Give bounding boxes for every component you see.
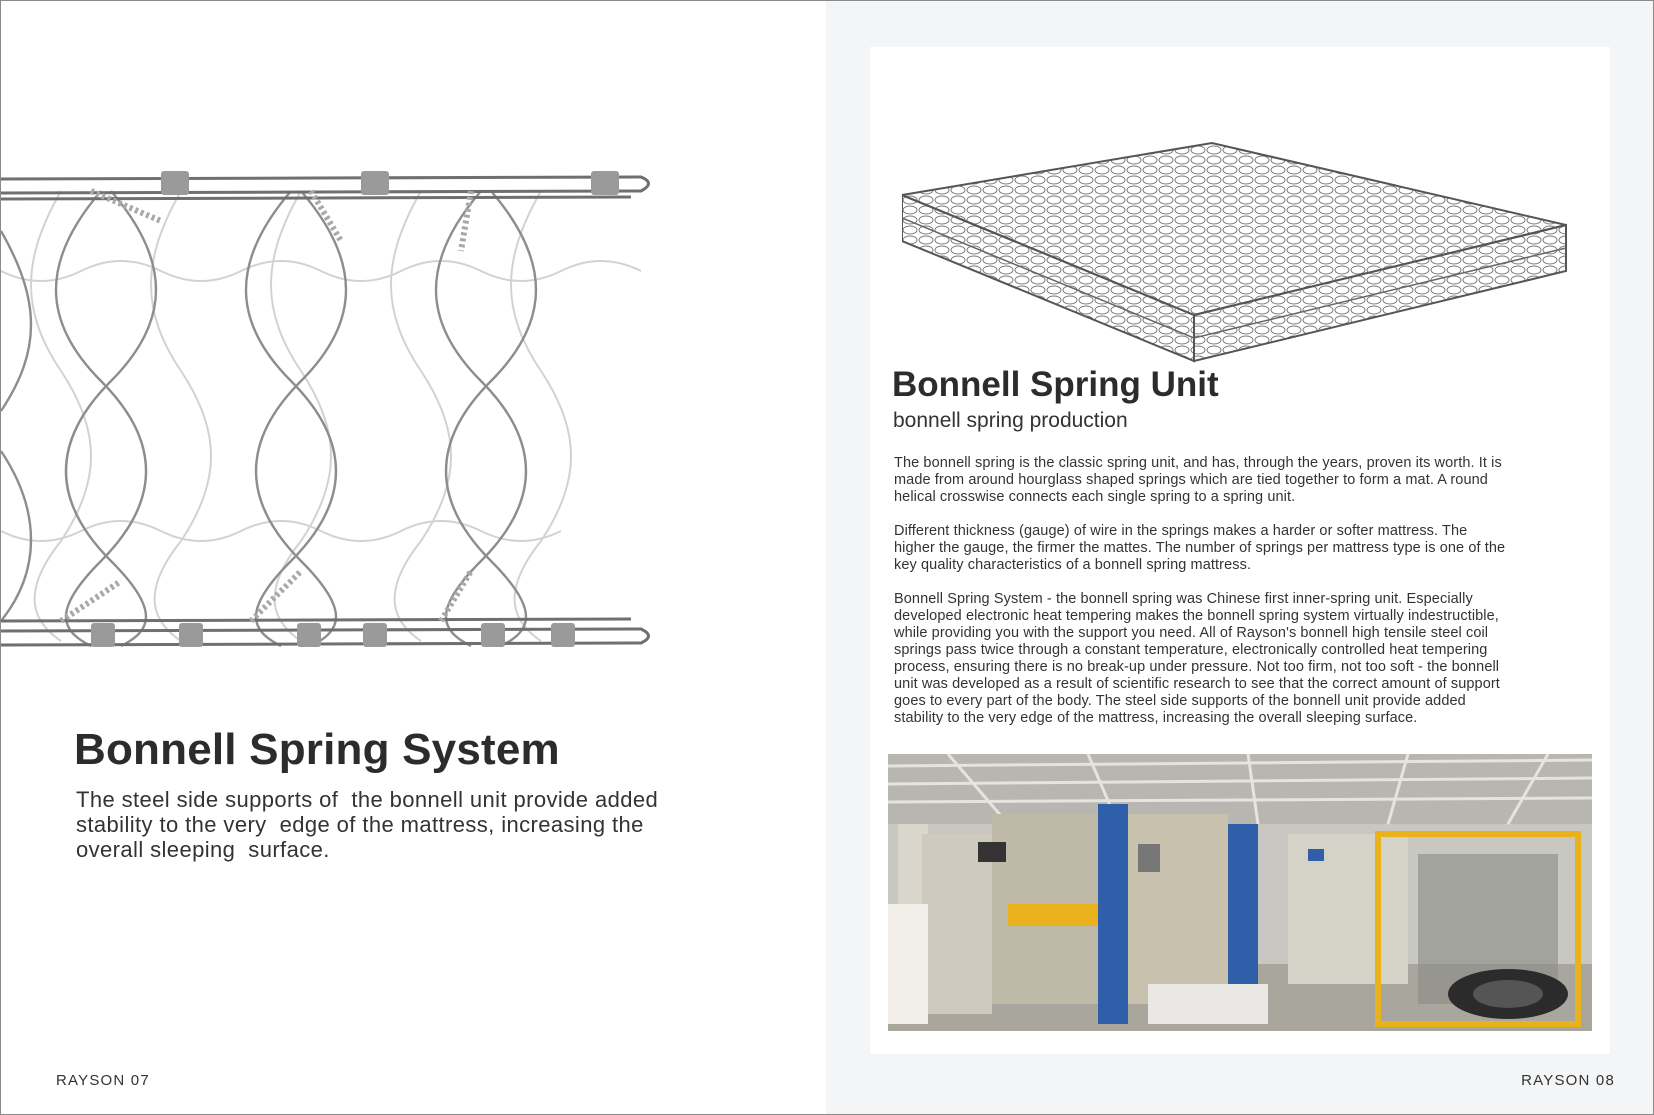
body-text	[894, 455, 1594, 744]
description-line: stability to the very edge of the mattress, increasing the	[76, 812, 644, 837]
paragraph-line: goes to every part of the body. The steel side supports of the bonnell unit provide added	[894, 693, 1466, 709]
right-page	[826, 0, 1654, 1115]
right-page-subtitle: bonnell spring production	[893, 409, 1128, 432]
paragraph	[894, 591, 1594, 727]
paragraph-line: key quality characteristics of a bonnell spring mattress.	[894, 557, 1252, 573]
left-page-description	[76, 787, 716, 862]
spring-mat-image	[902, 95, 1580, 385]
paragraph-line: stability to the very edge of the mattress, increasing the overall sleeping surface.	[894, 710, 1418, 726]
paragraph-line: unit was developed as a result of scientific research to see that the correct amount of support	[894, 676, 1500, 692]
factory-floor-photo	[888, 754, 1592, 1031]
paragraph-line: helical crosswise connects each single spring to a spring unit.	[894, 489, 1296, 505]
paragraph-line: Different thickness (gauge) of wire in the springs makes a harder or softer mattress. The	[894, 523, 1468, 539]
paragraph-line: The bonnell spring is the classic spring unit, and has, through the years, proven its worth. It is	[894, 455, 1502, 471]
paragraph-line: process, ensuring there is no break-up under pressure. Not too firm, not too soft - the bonnell	[894, 659, 1500, 675]
paragraph	[894, 523, 1594, 574]
paragraph-line: made from around hourglass shaped springs which are tied together to form a mat. A round	[894, 472, 1488, 488]
left-page-title: Bonnell Spring System	[74, 725, 560, 774]
paragraph-line: developed electronic heat tempering makes the bonnell spring system virtually indestructible,	[894, 608, 1499, 624]
paragraph-line: while providing you with the support you need. All of Rayson's bonnell high tensile steel coil	[894, 625, 1489, 641]
description-line: overall sleeping surface.	[76, 837, 330, 862]
left-page	[0, 0, 826, 1115]
paragraph-line: Bonnell Spring System - the bonnell spring was Chinese first inner-spring unit. Especially	[894, 591, 1473, 607]
right-page-footer: RAYSON 08	[1521, 1072, 1615, 1089]
paragraph	[894, 455, 1594, 506]
paragraph-line: higher the gauge, the firmer the mattes. The number of springs per mattress type is one of the	[894, 540, 1506, 556]
description-line: The steel side supports of the bonnell unit provide added	[76, 787, 659, 812]
bonnell-spring-closeup-image	[1, 151, 661, 681]
left-page-footer: RAYSON 07	[56, 1072, 150, 1089]
right-page-title: Bonnell Spring Unit	[892, 365, 1219, 404]
paragraph-line: springs pass twice through a constant temperature, electronically controlled heat tempering	[894, 642, 1488, 658]
content-card	[870, 47, 1610, 1054]
